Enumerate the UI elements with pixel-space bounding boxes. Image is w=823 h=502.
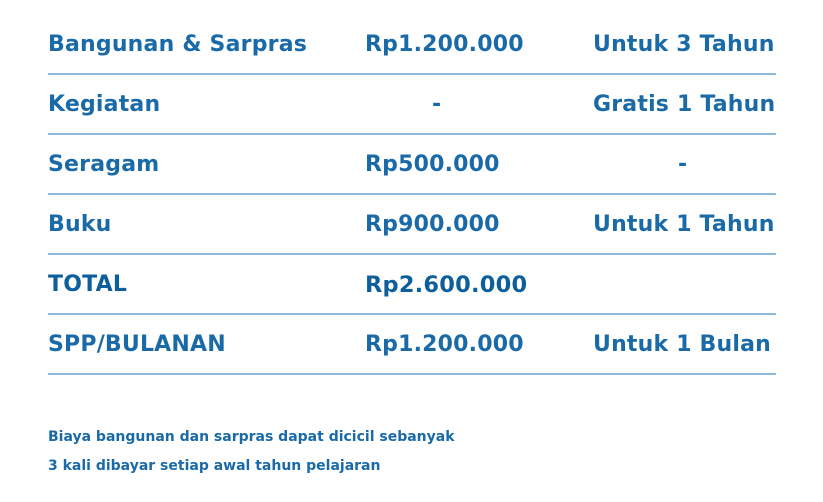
fee-row-seragam [48,136,776,195]
fee-item-label: Kegiatan [48,92,161,117]
total-amount: Rp2.600.000 [365,272,528,298]
fee-note: - [678,152,688,177]
installment-footnote [48,423,748,481]
footnote-line: Biaya bangunan dan sarpras dapat dicicil sebanyak [48,429,455,445]
fee-item-label: Buku [48,212,112,237]
fee-note: Untuk 3 Tahun [593,32,775,57]
fee-table [48,16,776,376]
total-label: TOTAL [48,272,128,297]
fee-item-label: Seragam [48,152,160,177]
fee-row-bangunan [48,16,776,75]
fee-note: Gratis 1 Tahun [593,92,776,117]
fee-item-label: SPP/BULANAN [48,332,226,357]
footnote-line: 3 kali dibayar setiap awal tahun pelajaran [48,458,381,474]
fee-row-buku [48,196,776,255]
fee-row-spp [48,316,776,375]
fee-amount: Rp1.200.000 [365,32,524,57]
fee-amount: Rp1.200.000 [365,332,524,357]
fee-amount: Rp500.000 [365,152,500,177]
fee-note: Untuk 1 Bulan [593,332,772,357]
fee-row-kegiatan [48,76,776,135]
fee-row-total [48,256,776,315]
fee-item-label: Bangunan & Sarpras [48,32,308,57]
fee-note: Untuk 1 Tahun [593,212,775,237]
fee-amount: Rp900.000 [365,212,500,237]
fee-amount: - [432,92,442,117]
